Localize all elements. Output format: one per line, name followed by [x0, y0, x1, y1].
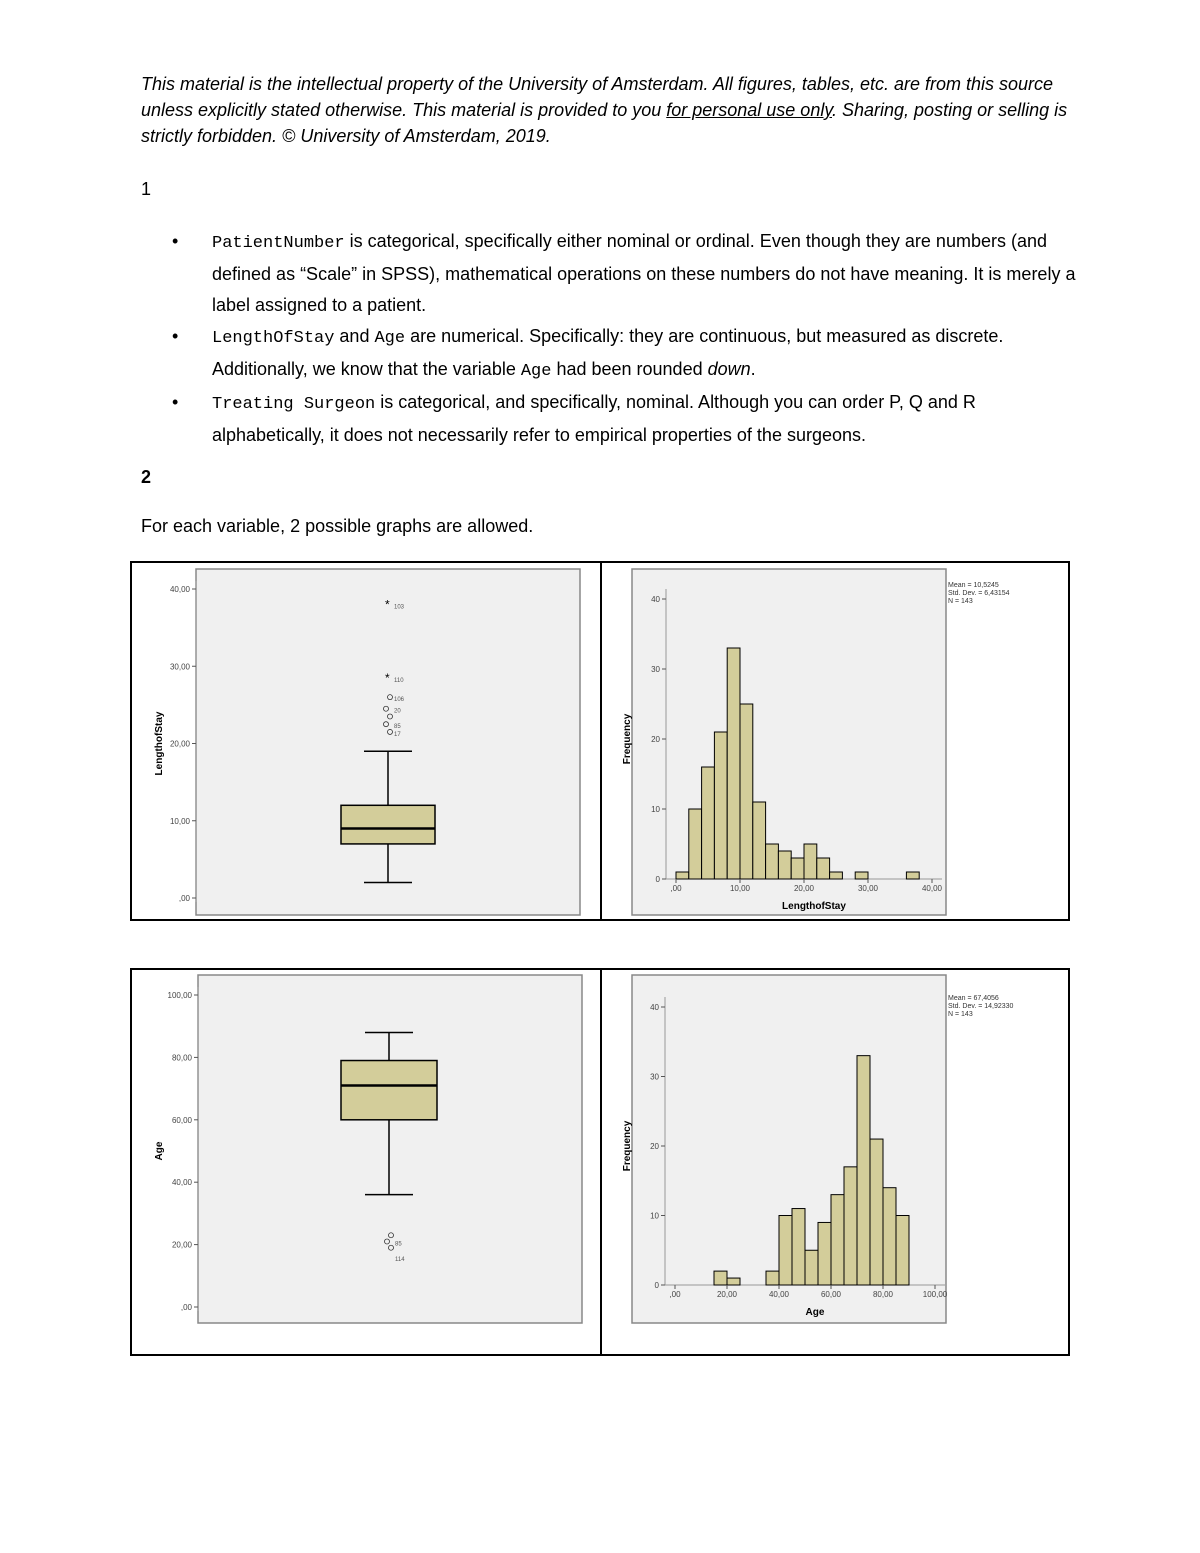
outlier-label: 106	[394, 697, 405, 704]
y-tick-label: 0	[654, 1281, 659, 1290]
x-axis-label: LengthofStay	[782, 901, 846, 912]
stats-line: N = 143	[948, 598, 973, 605]
bullet-text: had been rounded	[551, 359, 708, 379]
histogram-bar	[778, 851, 791, 879]
histogram-bar	[804, 844, 817, 879]
histogram-age	[602, 970, 1068, 1354]
iqr-box	[341, 805, 435, 844]
histogram-bar	[817, 858, 830, 879]
copyright-notice	[141, 71, 1071, 149]
code-age: Age	[374, 329, 406, 348]
histogram-bar	[831, 1195, 844, 1285]
y-tick-label: 80,00	[171, 1053, 192, 1063]
histogram-bar	[766, 844, 779, 879]
histogram-bar	[792, 1209, 805, 1285]
y-axis-label: LengthofStay	[154, 711, 165, 776]
x-tick-label: 60,00	[820, 1290, 842, 1299]
x-tick-label: 100,00	[922, 1290, 948, 1299]
histogram-bar	[883, 1188, 896, 1285]
emphasis-down: down	[707, 359, 751, 379]
x-tick-label: 40,00	[921, 884, 943, 893]
histogram-bar	[714, 732, 727, 879]
x-tick-label: 20,00	[716, 1290, 738, 1299]
code-treating-surgeon: Treating Surgeon	[212, 395, 376, 414]
y-tick-label: 60,00	[171, 1115, 192, 1125]
y-tick-label: 10	[651, 805, 660, 814]
y-tick-label: 40,00	[171, 1178, 192, 1188]
y-tick-label: ,00	[180, 1303, 192, 1312]
section-1-bullets	[141, 226, 1076, 451]
x-tick-label: 10,00	[729, 884, 751, 893]
y-tick-label: 30	[650, 1072, 659, 1082]
bullet-length-age	[141, 321, 1076, 387]
x-tick-label: 20,00	[793, 884, 815, 893]
histogram-bar	[855, 872, 868, 879]
stats-line: N = 143	[948, 1011, 973, 1018]
outlier-extreme: *	[385, 670, 390, 685]
plot-area	[198, 975, 582, 1323]
x-tick-label: ,00	[669, 1290, 681, 1299]
bullet-text: and	[334, 326, 375, 346]
outlier-label: 114	[395, 1257, 405, 1264]
x-tick-label: 30,00	[857, 884, 879, 893]
section-1-number: 1	[141, 179, 152, 199]
histogram-bar	[676, 872, 689, 879]
x-axis-label: Age	[805, 1307, 825, 1318]
histogram-bar	[870, 1139, 883, 1285]
y-tick-label: ,00	[178, 894, 190, 903]
outlier-label: 85	[394, 724, 401, 731]
y-tick-label: 10,00	[169, 816, 190, 826]
histogram-bar	[906, 872, 919, 879]
bullet-treating-surgeon	[141, 387, 1076, 451]
histogram-bar	[779, 1216, 792, 1286]
figure-table-age	[130, 968, 1070, 1356]
outlier-label: 110	[394, 677, 404, 684]
code-patientnumber: PatientNumber	[212, 234, 345, 253]
y-axis-label: Frequency	[622, 713, 633, 765]
y-axis-label: Age	[154, 1141, 165, 1161]
code-lengthofstay: LengthOfStay	[212, 329, 335, 348]
histogram-bar	[805, 1250, 818, 1285]
y-tick-label: 100,00	[167, 991, 192, 1000]
notice-text-end: . Sharing, posting or selling is strictly forbidden. © University of Amsterdam, 2019.	[141, 100, 1068, 146]
y-tick-label: 20	[650, 1142, 659, 1151]
outlier-label: 103	[394, 604, 405, 611]
histogram-lengthofstay	[602, 563, 1068, 919]
y-tick-label: 0	[655, 875, 660, 884]
outlier-label: 17	[394, 731, 401, 738]
y-tick-label: 20,00	[169, 739, 190, 749]
personal-use-underlined: for personal use only	[666, 100, 832, 120]
y-tick-label: 40	[651, 595, 660, 604]
histogram-bar	[689, 809, 702, 879]
stats-line: Std. Dev. = 14,92330	[948, 1003, 1014, 1010]
histogram-bar	[857, 1056, 870, 1285]
code-age: Age	[520, 362, 552, 381]
histogram-bar	[727, 1278, 740, 1285]
bullet-text: .	[750, 359, 756, 379]
histogram-bar	[753, 802, 766, 879]
y-tick-label: 20	[651, 735, 660, 744]
outlier-extreme: *	[385, 597, 390, 612]
bullet-text: is categorical, and specifically, nominal. Although you can order P, Q and R alphabetically, it does not necessarily refer to empirical properties of the surgeons.	[212, 392, 976, 445]
histogram-bar	[740, 704, 753, 879]
y-axis-label: Frequency	[622, 1120, 633, 1172]
notice-text: This material is the intellectual property of the University of Amsterdam. All figures, tables, etc. are from this source unless explicitly stated otherwise. This material is provided to you	[141, 74, 1054, 120]
section-2-number: 2	[141, 467, 152, 487]
outlier-label: 85	[395, 1241, 402, 1248]
histogram-bar	[896, 1216, 909, 1286]
histogram-bar	[818, 1222, 831, 1285]
stats-line: Mean = 67,4056	[948, 995, 999, 1002]
x-tick-label: ,00	[670, 884, 682, 893]
iqr-box	[341, 1061, 437, 1120]
y-tick-label: 30,00	[169, 662, 190, 672]
histogram-bar	[702, 767, 715, 879]
outlier-label: 20	[394, 708, 401, 715]
section-2-intro: For each variable, 2 possible graphs are allowed.	[141, 516, 534, 536]
bullet-text: are numerical. Specifically: they are continuous, but measured as discrete. Additionally, we know that the variable	[212, 326, 1004, 379]
y-tick-label: 30	[651, 665, 660, 674]
stats-line: Mean = 10,5245	[948, 582, 999, 589]
histogram-bar	[830, 872, 843, 879]
y-tick-label: 10	[650, 1211, 659, 1221]
figure-table-lengthofstay	[130, 561, 1070, 921]
histogram-bar	[791, 858, 804, 879]
histogram-bar	[844, 1167, 857, 1285]
histogram-bar	[727, 648, 740, 879]
x-tick-label: 40,00	[768, 1290, 790, 1299]
bullet-text: is categorical, specifically either nominal or ordinal. Even though they are numbers (and defined as “Scale” in SPSS), mathematical operations on these numbers do not have meaning. It is merely a label assigned to a patient.	[212, 231, 1076, 315]
stats-line: Std. Dev. = 6,43154	[948, 590, 1010, 597]
y-tick-label: 40	[650, 1003, 659, 1012]
x-tick-label: 80,00	[872, 1290, 894, 1299]
bullet-patient-number	[141, 226, 1076, 321]
boxplot-lengthofstay	[132, 563, 600, 919]
histogram-bar	[766, 1271, 779, 1285]
y-tick-label: 20,00	[171, 1240, 192, 1250]
histogram-bar	[714, 1271, 727, 1285]
y-tick-label: 40,00	[169, 585, 190, 594]
boxplot-age	[132, 970, 600, 1354]
